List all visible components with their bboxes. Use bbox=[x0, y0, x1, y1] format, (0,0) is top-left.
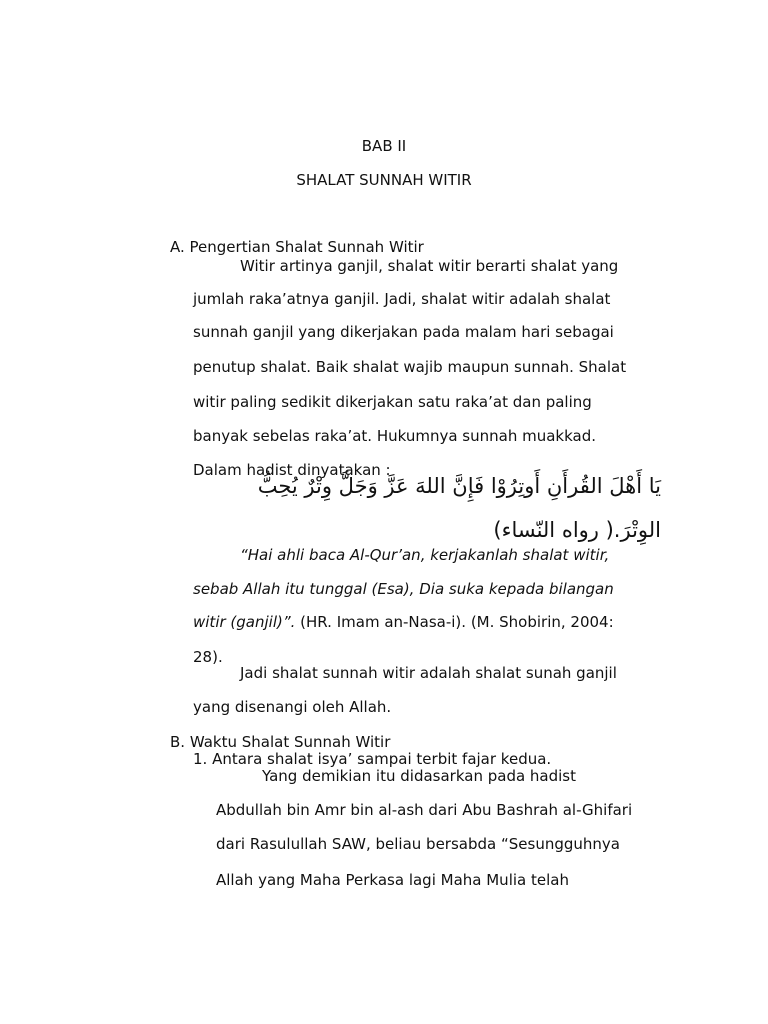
translation-line bbox=[193, 613, 614, 631]
citation: (HR. Imam an-Nasa-i). (M. Shobirin, 2004: bbox=[295, 613, 614, 631]
translation-line: sebab Allah itu tunggal (Esa), Dia suka kepada bilangan bbox=[193, 580, 614, 598]
arabic-hadith-line-1: يَا أَهْلَ القُرأَنِ أَوتِرُوْا فَإِنَّ اللهَ عَزَّ وَجَلَّ وِتْرٌ يُحِبُّ bbox=[257, 474, 661, 498]
paragraph-line: dari Rasulullah SAW, beliau bersabda “Sesungguhnya bbox=[216, 835, 620, 853]
conclusion-line: yang disenangi oleh Allah. bbox=[193, 698, 392, 716]
list-item: 1. Antara shalat isya’ sampai terbit fajar kedua. bbox=[193, 750, 552, 768]
arabic-hadith-line-2: الوِتْرَ.( رواه النّساء) bbox=[493, 518, 661, 542]
conclusion-line: Jadi shalat sunnah witir adalah shalat sunah ganjil bbox=[240, 664, 617, 682]
paragraph-line: jumlah raka’atnya ganjil. Jadi, shalat witir adalah shalat bbox=[193, 290, 611, 308]
chapter-title: SHALAT SUNNAH WITIR bbox=[296, 171, 472, 189]
paragraph-line: sunnah ganjil yang dikerjakan pada malam hari sebagai bbox=[193, 323, 614, 341]
chapter-number: BAB II bbox=[361, 137, 407, 155]
paragraph-line: witir paling sedikit dikerjakan satu raka’at dan paling bbox=[193, 393, 592, 411]
translation-line: “Hai ahli baca Al-Qur’an, kerjakanlah shalat witir, bbox=[240, 546, 610, 564]
section-a-heading: A. Pengertian Shalat Sunnah Witir bbox=[170, 238, 424, 256]
paragraph-line: Witir artinya ganjil, shalat witir berarti shalat yang bbox=[240, 257, 619, 275]
paragraph-line: Dalam hadist dinyatakan : bbox=[193, 461, 391, 479]
translation-italic: witir (ganjil)”. bbox=[193, 613, 296, 631]
paragraph-line: Allah yang Maha Perkasa lagi Maha Mulia telah bbox=[216, 871, 569, 889]
section-b-heading: B. Waktu Shalat Sunnah Witir bbox=[170, 733, 391, 751]
citation-line: 28). bbox=[193, 648, 223, 666]
paragraph-line: Abdullah bin Amr bin al-ash dari Abu Bashrah al-Ghifari bbox=[216, 801, 633, 819]
paragraph-line: Yang demikian itu didasarkan pada hadist bbox=[262, 767, 577, 785]
paragraph-line: banyak sebelas raka’at. Hukumnya sunnah muakkad. bbox=[193, 427, 597, 445]
paragraph-line: penutup shalat. Baik shalat wajib maupun sunnah. Shalat bbox=[193, 358, 627, 376]
